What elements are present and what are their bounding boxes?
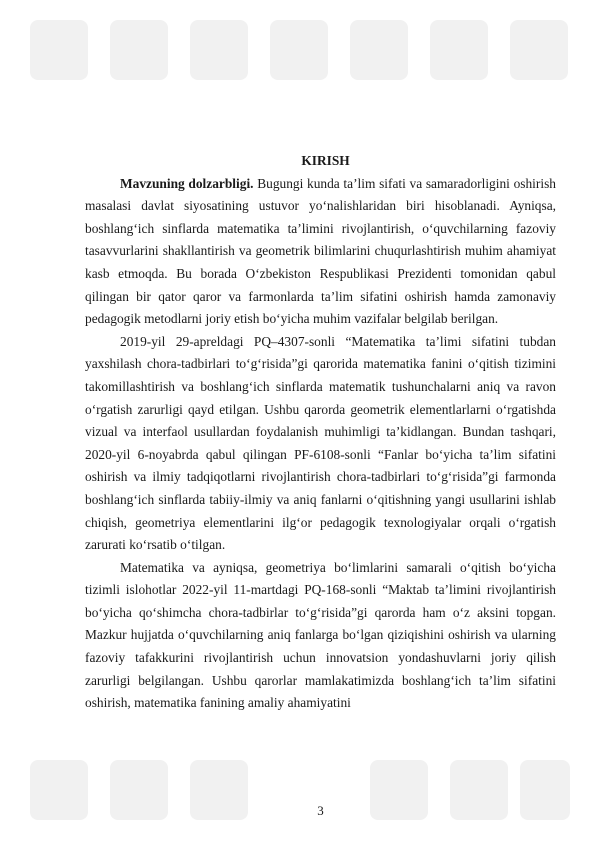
- document-heading: KIRISH: [301, 153, 350, 168]
- paragraph-lead: Mavzuning dolzarbligi.: [120, 175, 254, 191]
- paragraph-decrees: [85, 331, 556, 557]
- paragraph-text: Bugungi kunda ta’lim sifati va samaradorligini oshirish masalasi davlat siyosatining ustuvor yo‘nalishlaridan biri hisoblanadi. Ayniqsa, boshlang‘ich sinflarda matematika ta’limini rivojlantirish, o‘quvchilarning fazoviy tasavvurlarini shakllantirish va geometrik bilimlarini chuqurlashtirish muhim ahamiyat kasb etmoqda. Bu borada O‘zbekiston Respublikasi Prezidenti tomonidan qabul qilingan bir qator qaror va farmonlarda ta’lim sifatini oshirish hamda zamonaviy pedagogik metodlarni joriy etish bo‘yicha muhim vazifalar belgilab berilgan.: [85, 175, 556, 327]
- paragraph-text: 2019-yil 29-apreldagi PQ–4307-sonli “Matematika ta’limi sifatini tubdan yaxshilash chora-tadbirlari to‘g‘risida”gi qarorida matematika fanini o‘qitish tizimini takomillashtirish va boshlang‘ich sinflarda matematik tushunchalarni aniq va ravon o‘rgatish zarurligi qayd etilgan. Ushbu qarorda geometrik elementlarlarni o‘rgatishda vizual va interfaol usullardan foydalanish muhimligi ta’kidlangan. Bundan tashqari, 2020-yil 6-noyabrda qabul qilingan PF-6108-sonli “Fanlar bo‘yicha ta’lim sifatini oshirish va ilmiy tadqiqotlarni rivojlantirish chora-tadbirlari to‘g‘risida”gi farmonda boshlang‘ich sinflarda tabiiy-ilmiy va aniq fanlarni o‘qitishning yangi usullarini ishlab chiqish, geometriya elementlarini ilg‘or pedagogik texnologiyalar orqali o‘rgatish zarurati ko‘rsatib o‘tilgan.: [85, 333, 556, 553]
- paragraph-relevance: [85, 173, 556, 331]
- page-number: 3: [317, 803, 324, 818]
- document-page: [85, 150, 556, 715]
- paragraph-text: Matematika va ayniqsa, geometriya bo‘limlarini samarali o‘qitish bo‘yicha tizimli islohotlar 2022-yil 11-martdagi PQ-168-sonli “Maktab ta’limini rivojlantirish bo‘yicha qo‘shimcha chora-tadbirlar to‘g‘risida”gi qarorda ham o‘z aksini topgan. Mazkur hujjatda o‘quvchilarning aniq fanlarga bo‘lgan qiziqishini oshirish va ularning fazoviy tafakkurini rivojlantirish uchun innovatsion yondashuvlarni joriy qilish zarurligi belgilangan. Ushbu qarorlar mamlakatimizda boshlang‘ich ta’lim sifatini oshirish, matematika fanining amaliy ahamiyatini: [85, 559, 556, 711]
- paragraph-reforms: [85, 557, 556, 715]
